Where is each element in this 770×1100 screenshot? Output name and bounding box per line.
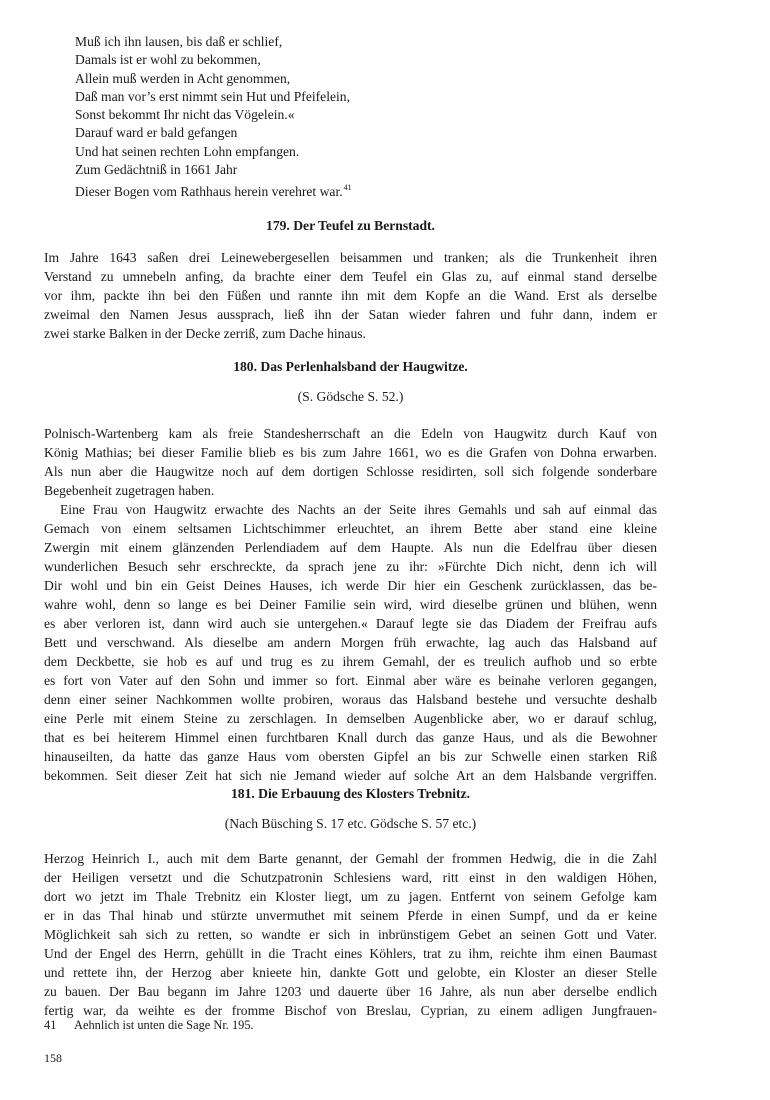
text-line: zwei starke Balken in der Decke zerriß, zum Dache hinaus. (44, 326, 366, 341)
text-line: der Heiligen versetzt und die Schutzpatronin Schlesiens ward, ritt einst in den waldigen Höhen, (44, 870, 657, 885)
section-181-source: (Nach Büsching S. 17 etc. Gödsche S. 57 etc.) (224, 816, 477, 831)
poem-line: Und hat seinen rechten Lohn empfangen. (75, 143, 300, 159)
text-line: es fort von Vater auf den Sohn und immer so fort. Einmal aber wäre es beinahe verloren gegangen, (44, 673, 657, 688)
poem-line: Muß ich ihn lausen, bis daß er schlief, (75, 34, 283, 49)
footnote-number: 41 (44, 1018, 57, 1032)
text-line: König Mathias; bei dieser Familie blieb es bis zum Jahre 1661, wo es die Grafen von Dohna erwarben. (44, 445, 657, 460)
text-line: dort wo jetzt im Thale Trebnitz ein Kloster liegt, um zu jagen. Entfernt von seinem Gefolge kam (44, 889, 657, 904)
text-line: wahre wohl, denn so lange es bei Deiner Familie sein wird, wird dieselbe grünen und blühen, wenn (44, 597, 657, 612)
poem-line: Darauf ward er bald gefangen (75, 125, 238, 141)
text-line: denn einer seiner Nachkommen wollte probiren, woraus das Halsband bestehe und versuchte deshalb (44, 692, 657, 707)
poem-line: Damals ist er wohl zu bekommen, (75, 52, 261, 68)
text-line: Im Jahre 1643 saßen drei Leinewebergesellen beisammen und tranken; als die Trunkenheit ihren (44, 250, 657, 265)
text-line: wunderlichen Besuch sehr erschreckte, da sprach jene zu ihr: »Fürchte Dich nicht, denn ich will (44, 559, 657, 574)
text-line: und rettete ihn, der Herzog aber knieete hin, dankte Gott und gelobte, ein Kloster an dieser Stelle (44, 965, 657, 980)
section-179-paragraph (44, 248, 657, 343)
text-line: zweimal den Namen Jesus aussprach, ließ ihn der Satan wieder fahren und fuhr dann, indem er (44, 307, 657, 322)
section-179-heading: 179. Der Teufel zu Bernstadt. (266, 218, 435, 233)
text-line: Dir wohl und bin ein Geist Deines Hauses, ich werde Dir hier ein Geschenk zurücklassen, das be- (44, 578, 657, 593)
text-line: Herzog Heinrich I., auch mit dem Barte genannt, der Gemahl der frommen Hedwig, die in die Zahl (44, 851, 657, 866)
section-180-paragraphs (44, 424, 657, 785)
text-line: fertig war, da weihte es der fromme Bischof von Breslau, Cyprian, zu einem adligen Jungfrauen- (44, 1003, 657, 1018)
text-line: Eine Frau von Haugwitz erwachte des Nachts an der Seite ihres Gemahls und sah auf einmal das (60, 502, 657, 517)
page-number: 158 (44, 1051, 62, 1065)
poem-line: Allein muß werden in Acht genommen, (75, 70, 291, 86)
text-line: hinauseilten, da hatte das ganze Haus vom obersten Gipfel an bis zur Schwelle einen starken Riß (44, 749, 657, 764)
poem-line-text: Dieser Bogen vom Rathhaus herein verehret war. (75, 184, 343, 200)
text-line: Und der Engel des Herrn, gehüllt in die Tracht eines Köhlers, trat zu ihm, reichte ihm einen Baumast (44, 946, 657, 961)
footnote (44, 1018, 254, 1033)
text-line: Verstand zu umnebeln anfing, da brachte einer dem Teufel ein Glas zu, auf einmal stand derselbe (44, 269, 657, 284)
text-line: Begebenheit zugetragen haben. (44, 483, 215, 498)
text-line: Gemach von einem seltsamen Lichtschimmer erleuchtet, an ihrem Bette aber stand eine kleine (44, 521, 657, 536)
poem-line: Sonst bekommt Ihr nicht das Vögelein.« (75, 107, 295, 123)
text-line: that es bei heiterem Himmel einen furchtbaren Knall durch das ganze Haus, und als die Bewohner (44, 730, 657, 745)
text-line: vor ihm, packte ihn bei den Füßen und rannte ihn mit dem Kopfe an die Wand. Erst als derselbe (44, 288, 657, 303)
text-line: Als nun aber die Haugwitze noch auf dem dortigen Schlosse residirten, soll sich folgende sonderbare (44, 464, 657, 479)
poem-line-last (75, 179, 352, 201)
text-line: eine Perle mit einem Steine zu zerschlagen. In demselben Augenblicke aber, wo er darauf schlug, (44, 711, 657, 726)
poem-line: Daß man vor’s erst nimmt sein Hut und Pfeifelein, (75, 88, 350, 104)
footnote-text: Aehnlich ist unten die Sage Nr. 195. (74, 1018, 254, 1032)
section-180-source: (S. Gödsche S. 52.) (297, 389, 404, 404)
text-line: er in das Thal hinab und stürzte unvermuthet mit seinem Pferde in einen Sumpf, und da er keine (44, 908, 657, 923)
text-line: bekommen. Seit dieser Zeit hat sich nie Jemand wieder auf solche Art an dem Halsbande vergriffen. (44, 768, 657, 783)
text-line: Bett und verschwand. Als dieselbe am andern Morgen früh erwachte, lag auch das Halsband auf (44, 635, 657, 650)
text-line: Zwergin mit einem glänzenden Perlendiadem auf dem Haupte. Als nun die Edelfrau über diesen (44, 540, 657, 555)
text-line: es aber verloren ist, dann wird auch sie untergehen.« Darauf legte sie das Diadem der Freifrau aufs (44, 616, 657, 631)
section-181-paragraph (44, 849, 657, 1020)
section-180-heading: 180. Das Perlenhalsband der Haugwitze. (233, 359, 468, 374)
poem-block (75, 33, 352, 202)
section-181-heading: 181. Die Erbauung des Klosters Trebnitz. (230, 786, 471, 801)
text-line: zu bauen. Der Bau begann im Jahre 1203 und dauerte über 16 Jahre, als nun aber derselbe endlich (44, 984, 657, 999)
text-line: Polnisch-Wartenberg kam als freie Standesherrschaft an die Edeln von Haugwitz durch Kauf von (44, 426, 657, 441)
text-line: Möglichkeit sah sich zu retten, so wandte er sich in inbrünstigem Gebet an seinen Gott und Vater. (44, 927, 657, 942)
poem-line: Zum Gedächtniß in 1661 Jahr (75, 162, 238, 178)
text-line: dem Deckbette, sie hob es auf und trug es zu ihrem Gemahl, der es treulich aufhob und so erbte (44, 654, 657, 669)
footnote-reference[interactable]: 41 (343, 183, 352, 193)
